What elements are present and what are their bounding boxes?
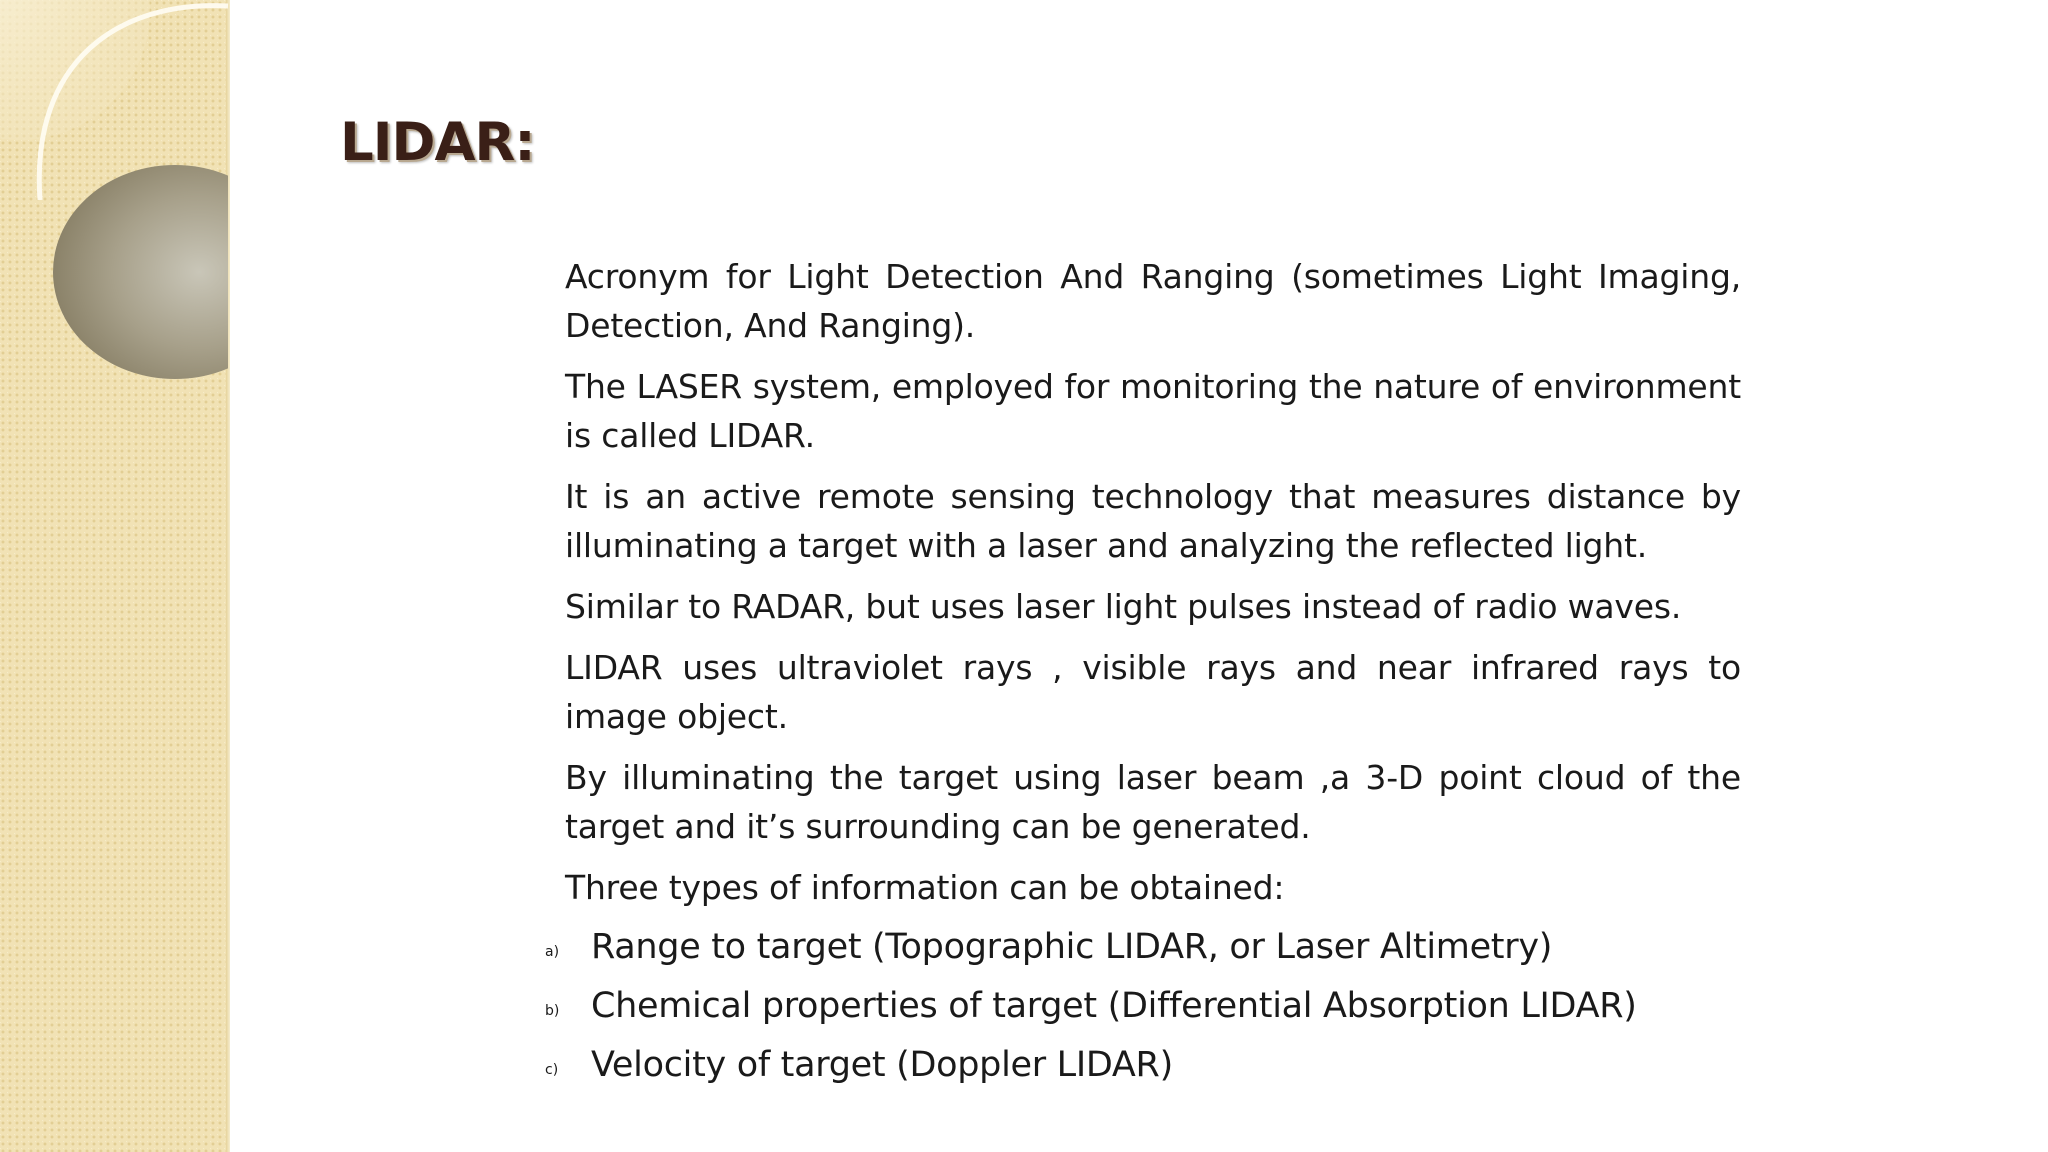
list-item [545, 1036, 1745, 1095]
list-item [545, 977, 1745, 1036]
list-marker: b) [545, 1002, 560, 1019]
gray-oval-shape [53, 165, 230, 379]
paragraph-rays: LIDAR uses ultraviolet rays , visible rays and near infrared rays to image object. [565, 648, 1741, 736]
list-item-text: Range to target (Topographic LIDAR, or Laser Altimetry) [591, 927, 1553, 967]
slide-title: LIDAR: [340, 112, 535, 173]
decorative-circles [0, 0, 230, 400]
information-types-list [545, 918, 1745, 1095]
paragraph-radar-comparison: Similar to RADAR, but uses laser light pulses instead of radio waves. [565, 587, 1682, 626]
paragraph-definition: Acronym for Light Detection And Ranging (sometimes Light Imaging, Detection, And Ranging). [565, 257, 1741, 345]
list-item-text: Velocity of target (Doppler LIDAR) [591, 1045, 1173, 1085]
list-item-text: Chemical properties of target (Differential Absorption LIDAR) [591, 986, 1637, 1026]
paragraph-point-cloud: By illuminating the target using laser beam ,a 3-D point cloud of the target and it’s surrounding can be generated. [565, 758, 1741, 846]
paragraph-remote-sensing: It is an active remote sensing technology that measures distance by illuminating a target with a laser and analyzing the reflected light. [565, 477, 1741, 565]
paragraph-information-types: Three types of information can be obtained: [565, 868, 1285, 907]
paragraph-laser-system: The LASER system, employed for monitoring the nature of environment is called LIDAR. [565, 367, 1741, 455]
list-marker: c) [545, 1061, 559, 1078]
slide-body [565, 252, 1741, 924]
list-marker: a) [545, 943, 560, 960]
list-item [545, 918, 1745, 977]
